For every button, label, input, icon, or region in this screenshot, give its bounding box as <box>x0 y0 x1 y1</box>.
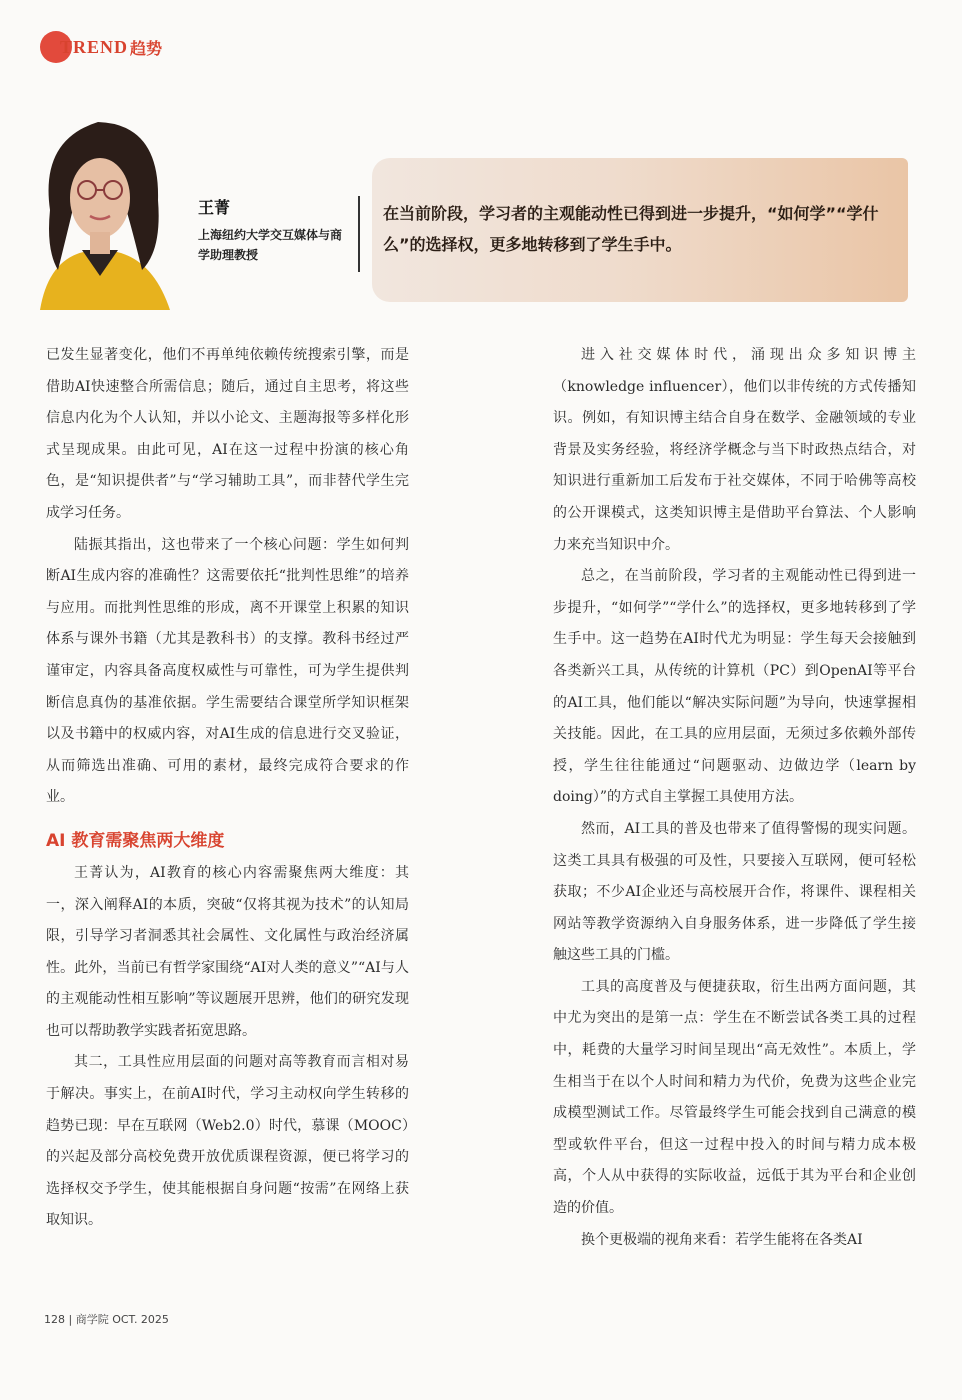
divider <box>358 196 360 272</box>
portrait-image <box>10 100 190 312</box>
paragraph: 总之，在当前阶段，学习者的主观能动性已得到进一步提升，“如何学”“学什么”的选择权，更多地转移到了学生手中。这一趋势在AI时代尤为明显：学生每天会接触到各类新兴工具，从传统的计算机（PC）到OpenAI等平台的AI工具，他们能以“解决实际问题”为导向，快速掌握相关技能。因此，在工具的应用层面，无须过多依赖外部传授，学生往往能通过“问题驱动、边做边学（learn by doing）”的方式自主掌握工具使用方法。 <box>553 568 916 806</box>
paragraph: 工具的高度普及与便捷获取，衍生出两方面问题，其中尤为突出的是第一点：学生在不断尝试各类工具的过程中，耗费的大量学习时间呈现出“高无效性”。本质上，学生相当于在以个人时间和精力为代价，免费为这些企业完成模型测试工作。尽管最终学生可能会找到自己满意的模型或软件平台，但这一过程中投入的时间与精力成本极高，个人从中获得的实际收益，远低于其为平台和企业创造的价值。 <box>553 978 916 1217</box>
paragraph: 其二，工具性应用层面的问题对高等教育而言相对易于解决。事实上，在前AI时代，学习主动权向学生转移的趋势已现：早在互联网（Web2.0）时代，慕课（MOOC）的兴起及部分高校免费开放优质课程资源，便已将学习的选择权交予学生，使其能根据自身问题“按需”在网络上获取知识。 <box>46 1054 409 1229</box>
header-label: 趋势 <box>130 38 163 58</box>
header-trend: TREND <box>60 36 129 57</box>
paragraph: 陆振其指出，这也带来了一个核心问题：学生如何判断AI生成内容的准确性？这需要依托“批判性思维”的培养与应用。而批判性思维的形成，离不开课堂上积累的知识体系与课外书籍（尤其是教科书）的支撑。教科书经过严谨审定，内容具备高度权威性与可靠性，可为学生提供判断信息真伪的基准依据。学生需要结合课堂所学知识框架以及书籍中的权威内容，对AI生成的信息进行交叉验证，从而筛选出准确、可用的素材，最终完成符合要求的作业。 <box>46 536 409 806</box>
paragraph: 王菁认为，AI教育的核心内容需聚焦两大维度：其一，深入阐释AI的本质，突破“仅将其视为技术”的认知局限，引导学习者洞悉其社会属性、文化属性与政治经济属性。此外，当前已有哲学家围绕“AI对人类的意义”“AI与人的主观能动性相互影响”等议题展开思辨，他们的研究发现也可以帮助教学实践者拓宽思路。 <box>46 864 409 1039</box>
paragraph: 已发生显著变化，他们不再单纯依赖传统搜索引擎，而是借助AI快速整合所需信息；随后，通过自主思考，将这些信息内化为个人认知，并以小论文、主题海报等多样化形式呈现成果。由此可见，AI在这一过程中扮演的核心角色，是“知识提供者”与“学习辅助工具”，而非替代学生完成学习任务。 <box>46 347 409 521</box>
interviewee-name: 王菁 <box>198 198 231 217</box>
section-heading: AI 教育需聚焦两大维度 <box>46 830 225 851</box>
paragraph: 换个更极端的视角来看：若学生能将在各类AI <box>581 1231 863 1248</box>
paragraph: 进入社交媒体时代，涌现出众多知识博主（knowledge influencer），他们以非传统的方式传播知识。例如，有知识博主结合自身在数学、金融领域的专业背景及实务经验，将经济学概念与当下时政热点结合，对知识进行重新加工后发布于社交媒体，不同于哈佛等高校的公开课模式，这类知识博主是借助平台算法、个人影响力来充当知识中介。 <box>553 347 916 553</box>
left-column <box>46 340 409 1237</box>
interviewee-affiliation: 上海纽约大学交互媒体与商学助理教授 <box>198 228 343 262</box>
page-footer: 128 | 商学院 OCT. 2025 <box>44 1313 169 1326</box>
paragraph: 然而，AI工具的普及也带来了值得警惕的现实问题。这类工具具有极强的可及性，只要接入互联网，便可轻松获取；不少AI企业还与高校展开合作，将课件、课程相关网站等教学资源纳入自身服务体系，进一步降低了学生接触这些工具的门槛。 <box>553 820 916 964</box>
pull-quote: 在当前阶段，学习者的主观能动性已得到进一步提升，“如何学”“学什么”的选择权，更多地转移到了学生手中。 <box>383 204 879 254</box>
right-column <box>553 340 916 1256</box>
section-header <box>40 30 162 64</box>
